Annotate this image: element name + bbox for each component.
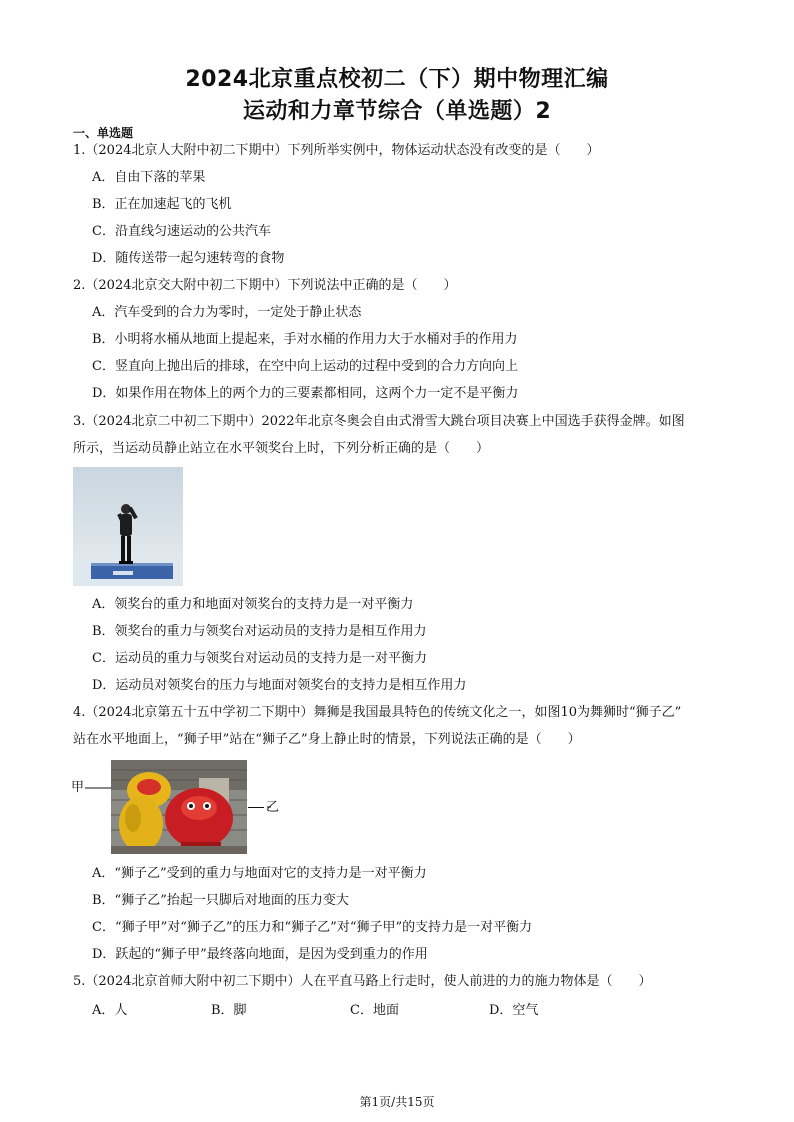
question-1-stem: 1.（2024北京人大附中初二下期中）下列所举实例中，物体运动状态没有改变的是（ ） [73,143,600,158]
question-4-option-b: B．“狮子乙”抬起一只脚后对地面的压力变大 [92,893,349,908]
question-2-stem: 2.（2024北京交大附中初二下期中）下列说法中正确的是（ ） [73,278,457,293]
question-3-option-c: C．运动员的重力与领奖台对运动员的支持力是一对平衡力 [92,651,427,666]
question-3-stem-line2: 所示，当运动员静止站立在水平领奖台上时，下列分析正确的是（ ） [73,441,490,456]
page-footer: 第1页/共15页 [359,1095,435,1109]
question-4-option-d: D．跃起的“狮子甲”最终落向地面，是因为受到重力的作用 [92,947,428,962]
question-2-option-d: D．如果作用在物体上的两个力的三要素都相同，这两个力一定不是平衡力 [92,386,519,401]
question-2-option-b: B．小明将水桶从地面上提起来，手对水桶的作用力大于水桶对手的作用力 [92,332,518,347]
question-1-option-b: B．正在加速起飞的飞机 [92,197,232,212]
section-heading: 一、单选题 [73,126,134,140]
question-3-option-a: A．领奖台的重力和地面对领奖台的支持力是一对平衡力 [92,597,414,612]
label-jia: 甲 [71,780,85,795]
question-5-option-c: C．地面 [350,1003,399,1018]
question-4-stem-line2: 站在水平地面上，“狮子甲”站在“狮子乙”身上静止时的情景，下列说法正确的是（ ） [73,732,581,747]
question-4-option-c: C．“狮子甲”对“狮子乙”的压力和“狮子乙”对“狮子甲”的支持力是一对平衡力 [92,920,533,935]
question-2-option-c: C．竖直向上抛出后的排球，在空中向上运动的过程中受到的合力方向向上 [92,359,518,374]
question-5-option-b: B．脚 [211,1003,247,1018]
question-1-option-c: C．沿直线匀速运动的公共汽车 [92,224,271,239]
question-1-option-d: D．随传送带一起匀速转弯的食物 [92,251,285,266]
question-1-option-a: A．自由下落的苹果 [92,170,206,185]
question-5-option-d: D．空气 [489,1003,539,1018]
label-yi-line [248,799,279,817]
document-subtitle: 运动和力章节综合（单选题）2 [242,99,552,124]
question-3-option-d: D．运动员对领奖台的压力与地面对领奖台的支持力是相互作用力 [92,678,467,693]
document-title: 2024北京重点校初二（下）期中物理汇编 [185,67,609,92]
lion-label-lines [71,780,271,816]
question-3-option-b: B．领奖台的重力与领奖台对运动员的支持力是相互作用力 [92,624,427,639]
question-4-option-a: A．“狮子乙”受到的重力与地面对它的支持力是一对平衡力 [92,866,427,881]
question-5-option-a: A．人 [92,1003,128,1018]
label-yi: 乙 [266,800,280,815]
question-3-stem-line1: 3.（2024北京二中初二下期中）2022年北京冬奥会自由式滑雪大跳台项目决赛上中国选手获得金牌。如图 [73,414,685,429]
question-4-stem-line1: 4.（2024北京第五十五中学初二下期中）舞狮是我国最具特色的传统文化之一，如图10为舞狮时“狮子乙” [73,705,682,720]
podium-athlete-photo [73,467,183,586]
question-2-option-a: A．汽车受到的合力为零时，一定处于静止状态 [92,305,362,320]
question-5-stem: 5.（2024北京首师大附中初二下期中）人在平直马路上行走时，使人前进的力的施力物体是（ ） [73,974,652,989]
